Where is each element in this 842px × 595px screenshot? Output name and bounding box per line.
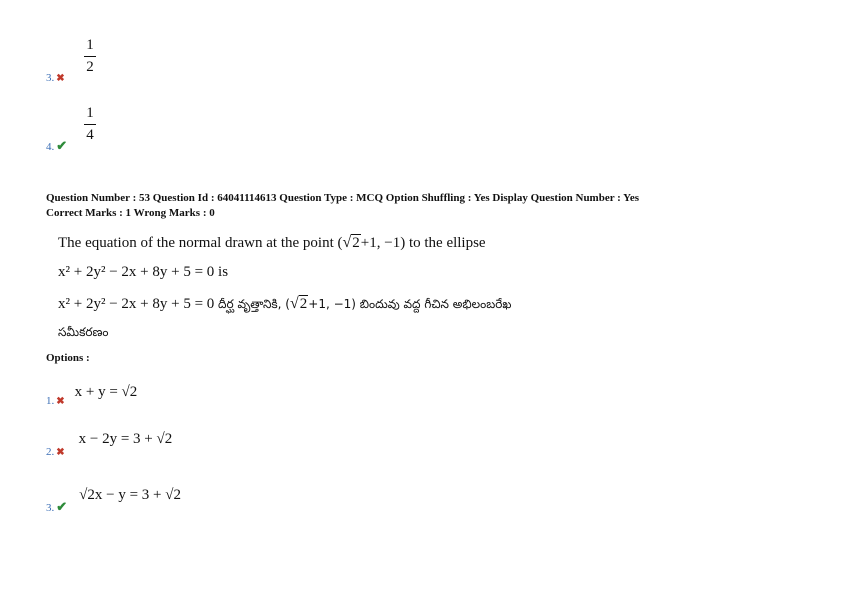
question-meta-line1: Question Number : 53 Question Id : 64041114613 Question Type : MCQ Option Shuffling : Yes Display Question Number : Yes [46,192,640,204]
cross-icon: ✖ [56,447,65,458]
question-meta [46,191,826,221]
telugu-line2: సమీకరణం [58,325,109,339]
sqrt-symbol: √2 [289,295,308,312]
options-label: Options : [46,352,90,364]
fraction-one-half [82,38,98,75]
telugu-rest: +1, −1) బిందువు వద్ద గీచిన అభిలంబరేఖ [308,297,512,311]
option-1 [46,383,138,407]
sqrt-symbol: √2 [342,234,360,251]
option-text: √2x − y = 3 + √2 [79,487,181,503]
question-text-english [58,234,798,252]
check-icon: ✔ [56,138,68,153]
fraction-one-quarter [82,106,98,143]
question-text-telugu [58,295,818,314]
option-3 [46,486,181,514]
fraction-denominator: 2 [86,59,94,75]
option-number: 3. [46,72,55,84]
question-equation: x² + 2y² − 2x + 8y + 5 = 0 is [58,264,229,280]
prev-option-4 [46,137,67,155]
fraction-numerator: 1 [86,37,94,53]
option-number: 3. [46,502,55,514]
fraction-numerator: 1 [86,105,94,121]
option-number: 1. [46,395,55,407]
question-prefix: The equation of the normal drawn at the point ( [58,235,343,251]
check-icon: ✔ [56,499,68,514]
cross-icon: ✖ [56,73,65,84]
fraction-bar [84,56,96,57]
option-text: x + y = √2 [74,384,138,400]
fraction-bar [84,124,96,125]
telugu-equation: x² + 2y² − 2x + 8y + 5 = 0 [58,296,215,312]
telugu-mid: దీర్ఘ వృత్తానికి, ( [218,297,290,311]
prev-option-3 [46,68,65,86]
option-number: 4. [46,141,55,153]
option-number: 2. [46,446,55,458]
question-meta-line2: Correct Marks : 1 Wrong Marks : 0 [46,207,215,219]
option-2 [46,430,173,458]
fraction-denominator: 4 [86,127,94,143]
question-point-rest: +1, −1) to the ellipse [360,235,486,251]
cross-icon: ✖ [56,396,65,407]
option-text: x − 2y = 3 + √2 [78,431,173,447]
